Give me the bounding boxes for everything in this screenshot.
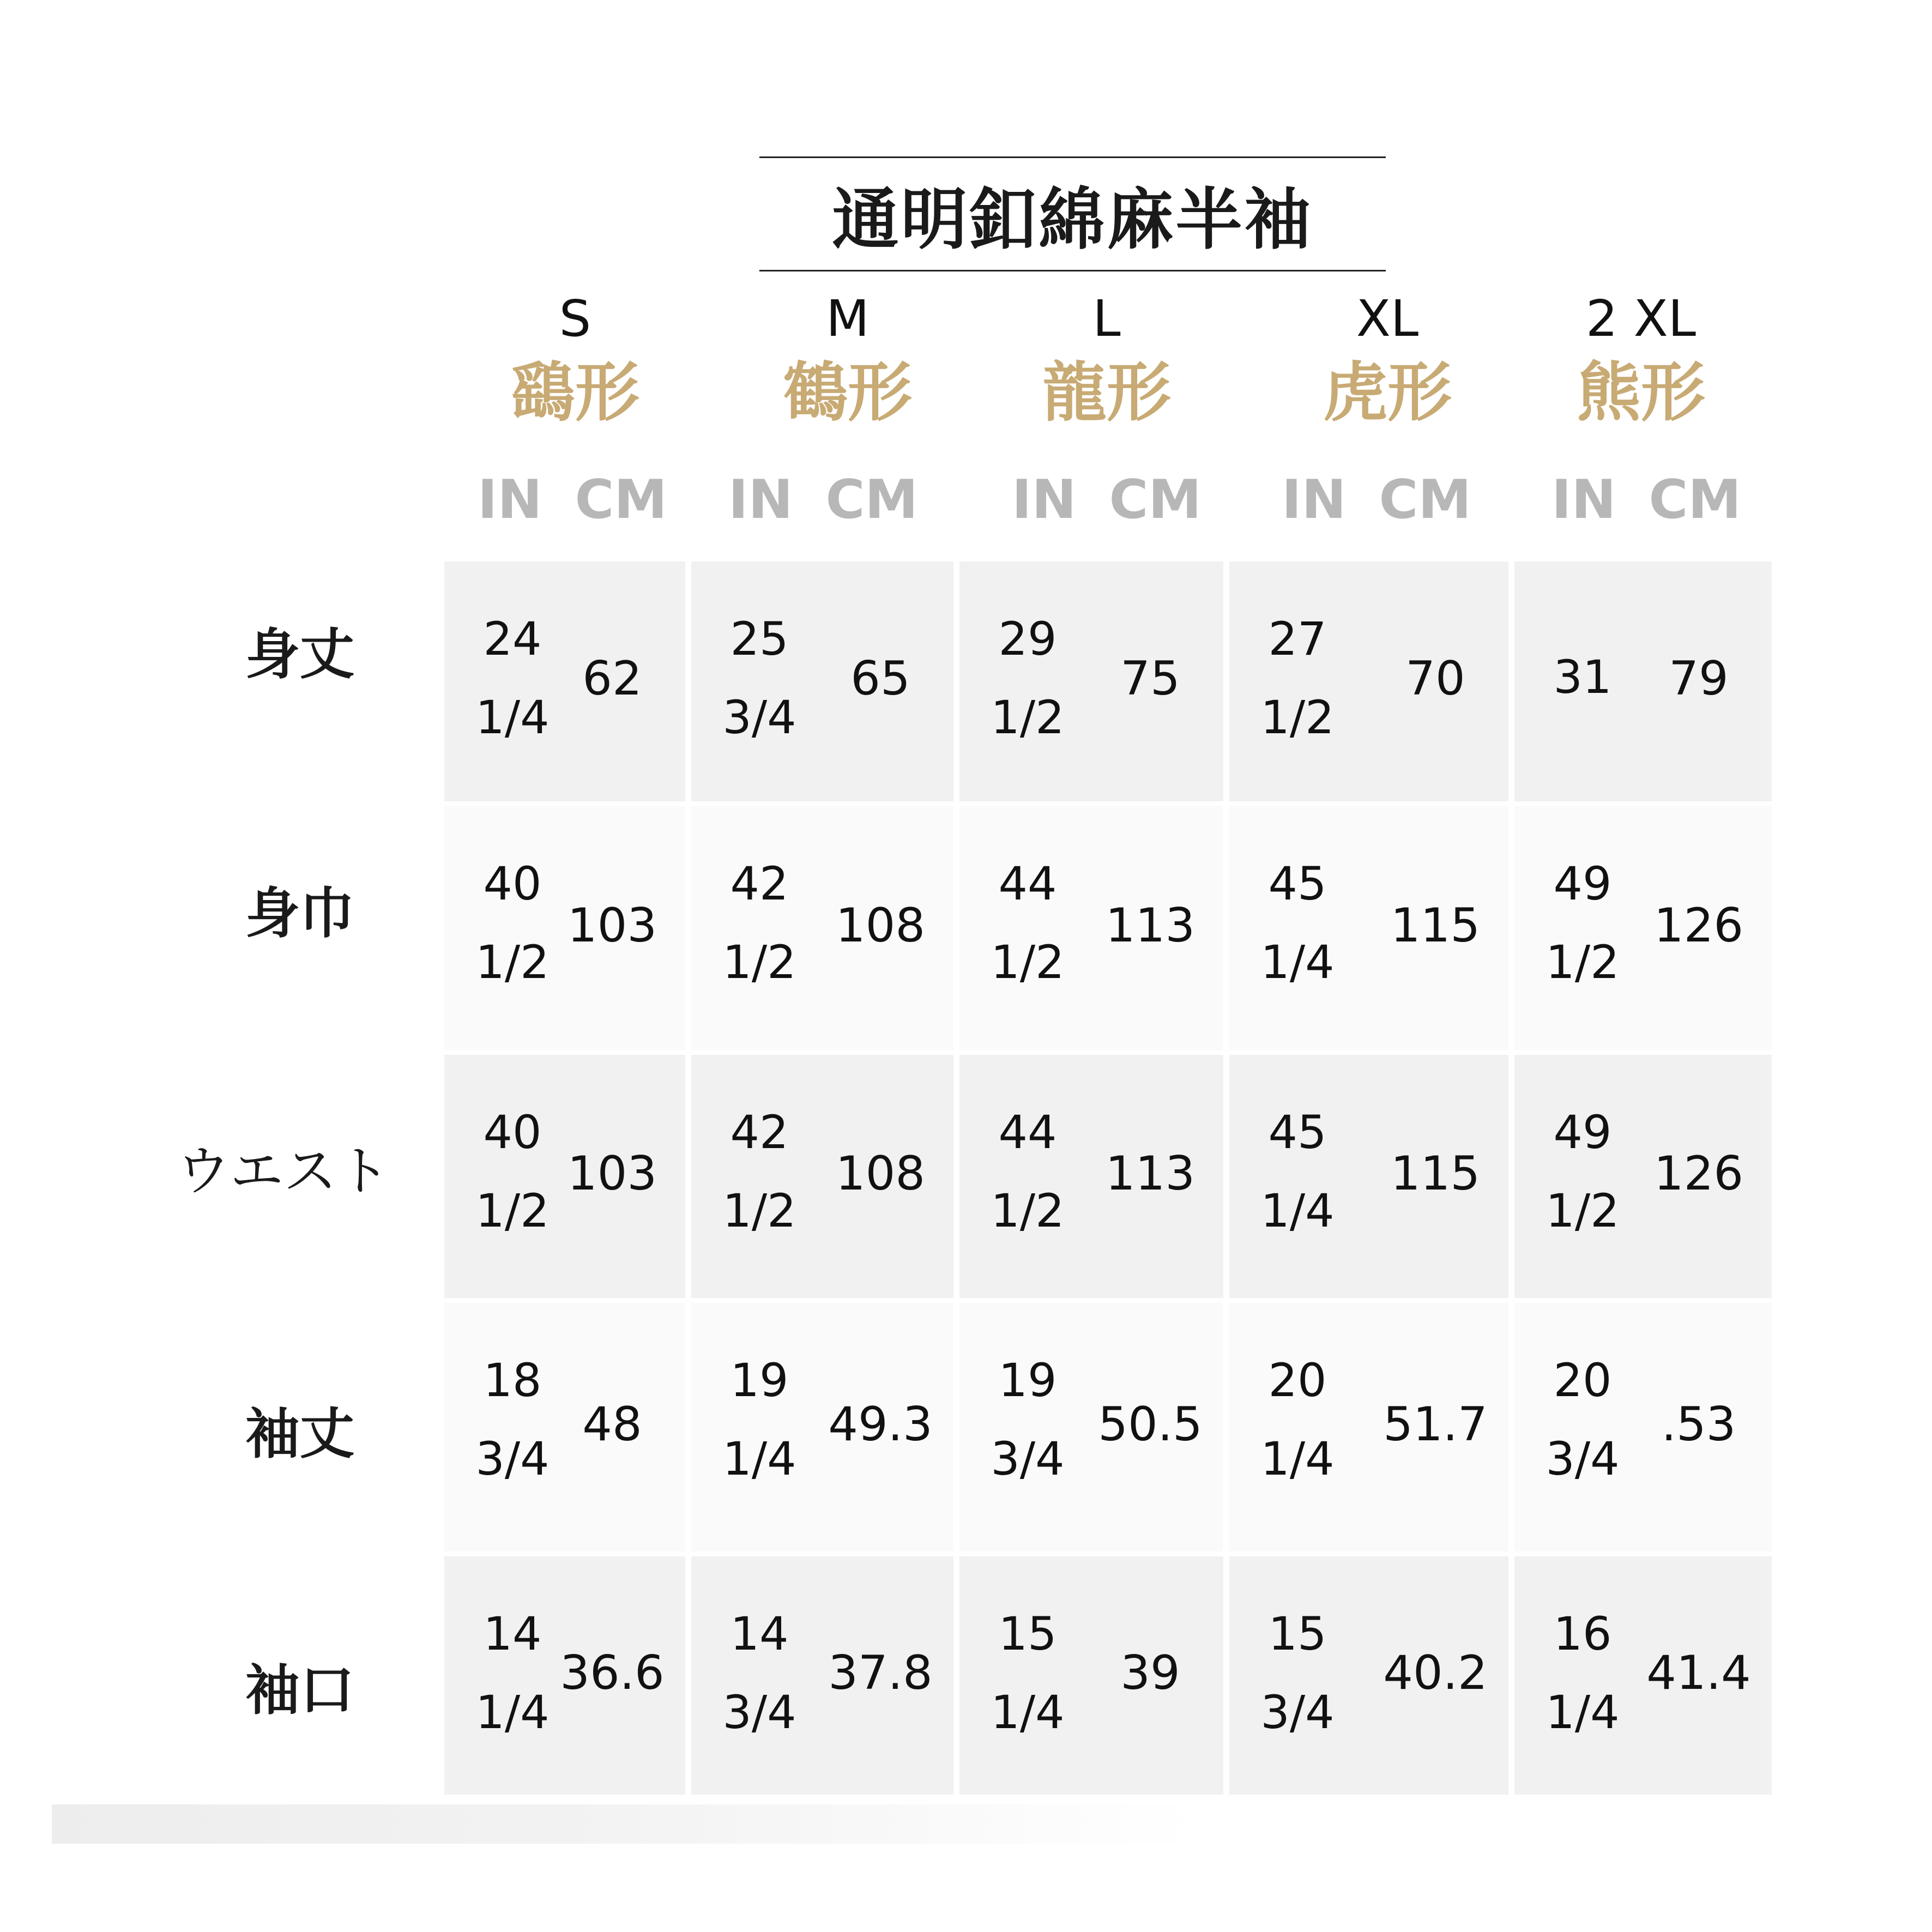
inch-whole: 42 — [730, 1106, 789, 1159]
table-cell — [959, 562, 1223, 801]
inch-value — [981, 857, 1074, 992]
table-cell — [691, 1556, 953, 1795]
cm-value: 62 — [582, 651, 642, 706]
inch-fraction: 1/2 — [475, 1184, 550, 1237]
size-label: XL — [1356, 289, 1419, 348]
inch-whole: 49 — [1553, 857, 1612, 910]
table-cell — [1229, 1303, 1508, 1551]
row-label: 袖丈 — [245, 1402, 354, 1466]
inch-fraction: 1/2 — [475, 935, 550, 989]
inch-fraction: 1/4 — [722, 1432, 796, 1486]
inch-whole: 44 — [998, 857, 1057, 910]
inch-fraction: 3/4 — [1260, 1686, 1335, 1739]
inch-whole: 44 — [998, 1106, 1057, 1159]
inch-whole: 29 — [998, 612, 1057, 666]
cm-value: 48 — [582, 1397, 642, 1452]
inch-fraction: 1/2 — [1260, 691, 1335, 744]
unit-cm: CM — [1109, 469, 1202, 531]
cm-value: 65 — [850, 651, 910, 706]
unit-header-5 — [1532, 469, 1761, 531]
cm-value: 108 — [835, 898, 926, 953]
table-cell — [1514, 562, 1772, 801]
inch-fraction: 1/2 — [991, 691, 1065, 744]
table-cell — [959, 1055, 1223, 1298]
inch-whole: 14 — [483, 1607, 542, 1661]
inch-fraction: 1/2 — [991, 1184, 1065, 1237]
cm-value: 79 — [1669, 651, 1729, 706]
table-cell — [1229, 806, 1508, 1050]
table-cell — [691, 562, 953, 801]
inch-value — [981, 1106, 1074, 1240]
unit-cm: CM — [1379, 469, 1471, 531]
cm-value: 41.4 — [1646, 1645, 1751, 1700]
inch-fraction: 1/2 — [1545, 1184, 1620, 1237]
inch-value — [466, 1106, 559, 1240]
table-cell — [1514, 1303, 1772, 1551]
inch-value — [1251, 612, 1344, 747]
inch-value — [713, 857, 806, 992]
unit-cm: CM — [1649, 469, 1741, 531]
cm-value: 70 — [1405, 651, 1465, 706]
cm-value: 113 — [1105, 1146, 1196, 1201]
table-cell — [444, 1055, 685, 1298]
row-label: 身丈 — [245, 623, 354, 686]
table-cell — [444, 1303, 685, 1551]
inch-whole: 24 — [483, 612, 542, 666]
size-kanji: 鶴形 — [783, 355, 912, 430]
inch-whole: 18 — [483, 1354, 542, 1407]
cm-value: 126 — [1653, 898, 1744, 953]
cm-value: 126 — [1653, 1146, 1744, 1201]
size-label: L — [1092, 289, 1121, 348]
size-header-3 — [1009, 289, 1205, 431]
unit-in: IN — [1551, 469, 1616, 531]
inch-fraction: 1/4 — [1260, 1432, 1335, 1486]
size-label: M — [826, 289, 870, 348]
inch-value — [1536, 1607, 1629, 1742]
inch-value — [1251, 1106, 1344, 1240]
size-header-4 — [1289, 289, 1486, 431]
cm-value: 103 — [567, 898, 657, 953]
unit-header-2 — [709, 469, 938, 531]
table-cell — [959, 1303, 1223, 1551]
size-label: S — [559, 289, 591, 348]
table-cell — [444, 1556, 685, 1795]
inch-value — [981, 1607, 1074, 1742]
size-kanji: 熊形 — [1576, 355, 1705, 430]
cm-value: 39 — [1120, 1645, 1180, 1700]
cm-value: 40.2 — [1383, 1645, 1488, 1700]
unit-in: IN — [728, 469, 793, 531]
cm-value: 113 — [1105, 898, 1196, 953]
inch-fraction: 1/4 — [991, 1686, 1065, 1739]
unit-header-3 — [992, 469, 1221, 531]
table-cell — [1514, 806, 1772, 1050]
inch-fraction: 1/2 — [722, 1184, 796, 1237]
table-cell — [959, 806, 1223, 1050]
inch-whole: 15 — [1268, 1607, 1327, 1661]
unit-header-1 — [458, 469, 687, 531]
table-cell — [959, 1556, 1223, 1795]
inch-whole: 42 — [730, 857, 789, 910]
inch-fraction: 3/4 — [722, 1686, 796, 1739]
table-cell — [691, 1303, 953, 1551]
unit-in: IN — [478, 469, 542, 531]
inch-whole: 45 — [1268, 1106, 1327, 1159]
inch-whole: 16 — [1553, 1607, 1612, 1661]
unit-header-4 — [1262, 469, 1491, 531]
inch-value — [1536, 857, 1629, 992]
inch-fraction: 1/2 — [991, 935, 1065, 989]
cm-value: .53 — [1661, 1397, 1736, 1452]
unit-in: IN — [1012, 469, 1077, 531]
table-cell — [444, 562, 685, 801]
inch-whole: 49 — [1553, 1106, 1612, 1159]
inch-value — [1251, 1607, 1344, 1742]
inch-value — [466, 1354, 559, 1488]
table-cell — [1229, 562, 1508, 801]
inch-value — [1536, 1106, 1629, 1240]
table-cell — [1514, 1556, 1772, 1795]
inch-value — [466, 612, 559, 747]
inch-fraction: 1/2 — [722, 935, 796, 989]
cm-value: 49.3 — [828, 1397, 933, 1452]
table-cell — [691, 806, 953, 1050]
size-kanji: 龍形 — [1042, 355, 1171, 430]
table-cell — [444, 806, 685, 1050]
inch-value — [713, 612, 806, 747]
inch-whole: 20 — [1553, 1354, 1612, 1407]
inch-value — [713, 1607, 806, 1742]
inch-fraction: 3/4 — [475, 1432, 550, 1486]
inch-fraction: 1/2 — [1545, 935, 1620, 989]
inch-fraction: 1/4 — [475, 1686, 550, 1739]
page-title: 通明釦綿麻半袖 — [832, 181, 1313, 258]
inch-whole: 20 — [1268, 1354, 1327, 1407]
inch-whole: 19 — [998, 1354, 1057, 1407]
cm-value: 115 — [1390, 1146, 1481, 1201]
inch-fraction: 1/4 — [1260, 1184, 1335, 1237]
cm-value: 50.5 — [1098, 1397, 1203, 1452]
inch-whole: 27 — [1268, 612, 1327, 666]
table-cell — [1229, 1055, 1508, 1298]
inch-whole: 25 — [730, 612, 789, 666]
inch-fraction: 1/4 — [1260, 935, 1335, 989]
inch-value — [981, 1354, 1074, 1488]
table-cell — [691, 1055, 953, 1298]
size-label: 2 XL — [1585, 289, 1696, 348]
inch-fraction: 3/4 — [1545, 1432, 1620, 1486]
size-kanji: 鷂形 — [510, 355, 639, 430]
inch-value — [713, 1106, 806, 1240]
unit-cm: CM — [575, 469, 667, 531]
size-header-1 — [477, 289, 673, 431]
cm-value: 75 — [1120, 651, 1180, 706]
title-box — [759, 156, 1386, 271]
cm-value: 115 — [1390, 898, 1481, 953]
row-label: ウエスト — [176, 1140, 390, 1203]
table-cell — [1514, 1055, 1772, 1298]
inch-whole: 40 — [483, 1106, 542, 1159]
cm-value: 51.7 — [1383, 1397, 1488, 1452]
size-header-5 — [1543, 289, 1739, 431]
cm-value: 37.8 — [828, 1645, 933, 1700]
inch-whole: 15 — [998, 1607, 1057, 1661]
row-label: 身巾 — [245, 882, 354, 945]
inch-whole: 14 — [730, 1607, 789, 1661]
table-cell — [1229, 1556, 1508, 1795]
inch-value — [466, 857, 559, 992]
inch-value — [981, 612, 1074, 747]
inch-whole: 45 — [1268, 857, 1327, 910]
row-label: 袖口 — [245, 1658, 354, 1722]
inch-fraction: 3/4 — [722, 691, 796, 744]
size-header-2 — [750, 289, 946, 431]
unit-in: IN — [1282, 469, 1347, 531]
cm-value: 108 — [835, 1146, 926, 1201]
inch-value — [1251, 1354, 1344, 1488]
cm-value: 103 — [567, 1146, 657, 1201]
inch-fraction: 3/4 — [991, 1432, 1065, 1486]
inch-whole: 40 — [483, 857, 542, 910]
inch-fraction: 1/4 — [475, 691, 550, 744]
inch-fraction: 1/4 — [1545, 1686, 1620, 1739]
inch-whole: 19 — [730, 1354, 789, 1407]
unit-cm: CM — [825, 469, 918, 531]
inch-value — [1536, 1354, 1629, 1488]
cm-value: 36.6 — [560, 1645, 665, 1700]
inch-value — [466, 1607, 559, 1742]
size-kanji: 虎形 — [1323, 355, 1452, 430]
bottom-shadow — [52, 1804, 1197, 1844]
inch-value — [1536, 650, 1629, 785]
inch-whole: 31 — [1553, 650, 1612, 704]
inch-value — [713, 1354, 806, 1488]
inch-value — [1251, 857, 1344, 992]
